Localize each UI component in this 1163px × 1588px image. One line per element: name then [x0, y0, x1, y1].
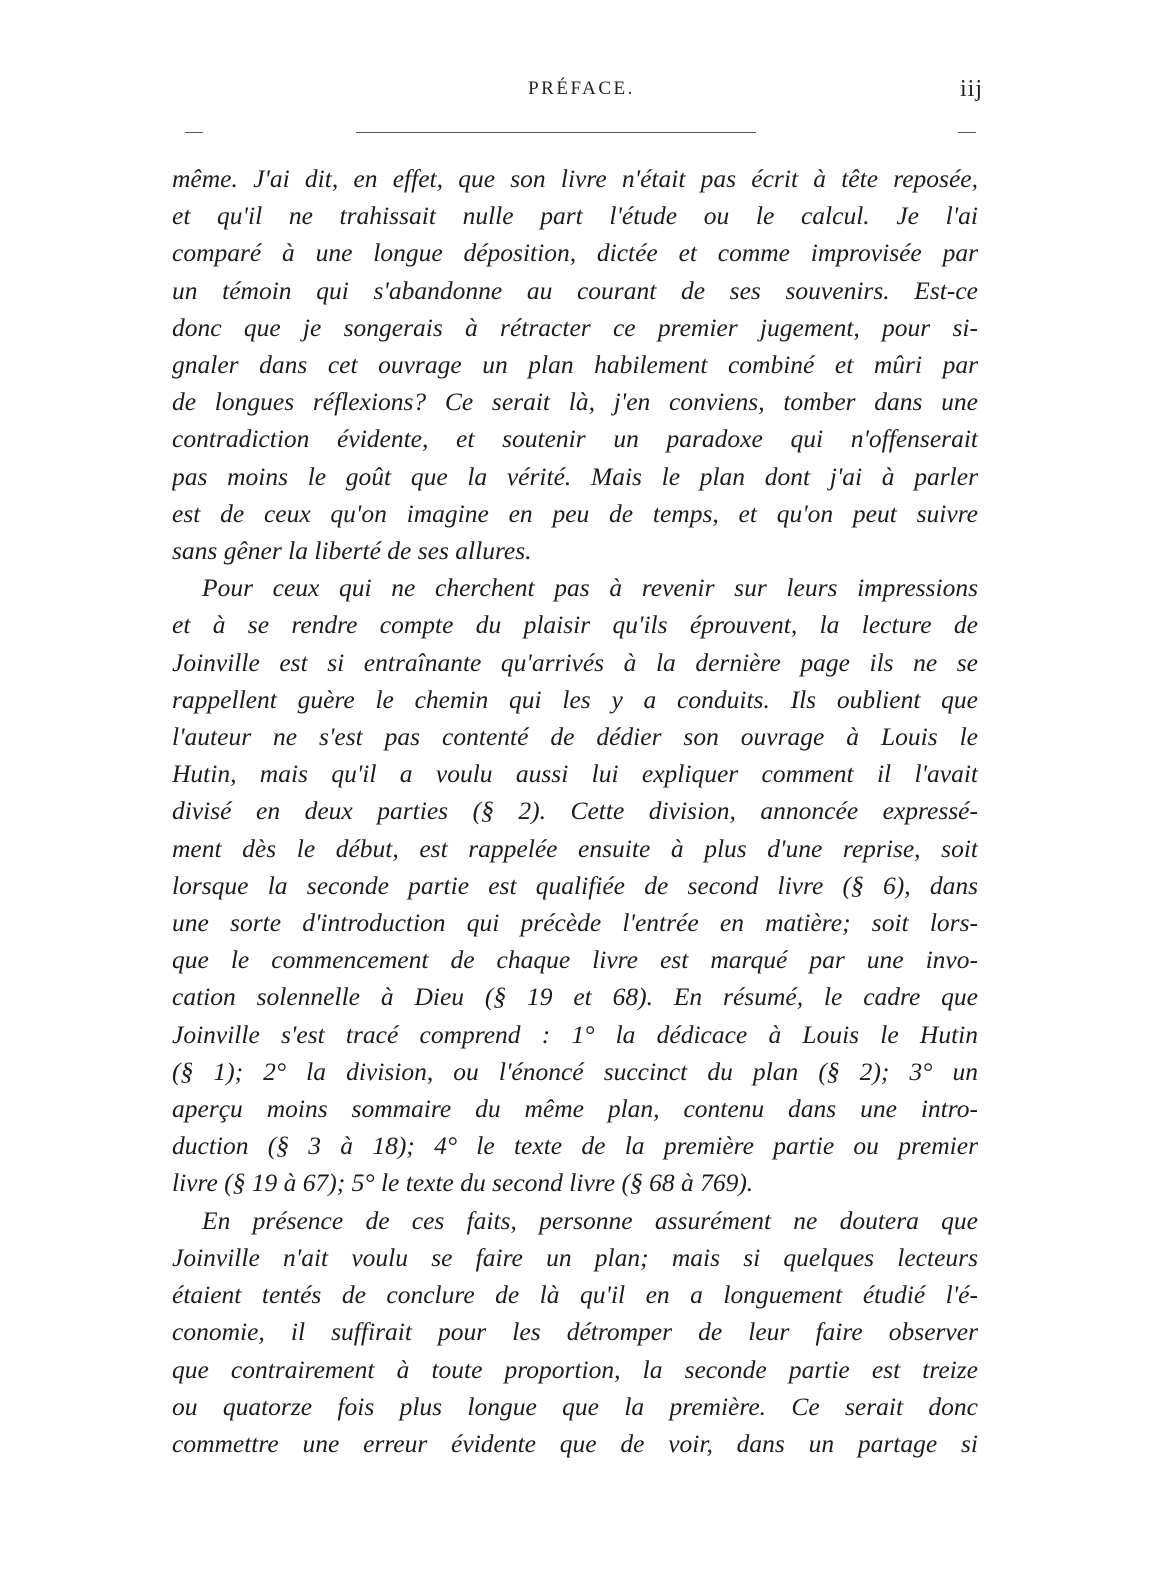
text-line: l'auteur ne s'est pas contenté de dédier son ouvrage à Louis le	[172, 722, 978, 752]
text-line: est de ceux qu'on imagine en peu de temps, et qu'on peut suivre	[172, 498, 978, 528]
header-rule	[356, 132, 756, 133]
header-rule-right	[958, 132, 976, 133]
text-line: Pour ceux qui ne cherchent pas à revenir sur leurs impressions	[202, 573, 978, 603]
text-line: donc que je songerais à rétracter ce premier jugement, pour si-	[172, 312, 978, 342]
text-line: duction (§ 3 à 18); 4° le texte de la première partie ou premier	[172, 1131, 978, 1161]
text-line: contradiction évidente, et soutenir un paradoxe qui n'offenserait	[172, 424, 978, 454]
text-line: ment dès le début, est rappelée ensuite à plus d'une reprise, soit	[172, 833, 978, 863]
text-line: comparé à une longue déposition, dictée et comme improvisée par	[172, 238, 978, 268]
text-line: conomie, il suffirait pour les détromper de leur faire observer	[172, 1317, 978, 1347]
text-line: et à se rendre compte du plaisir qu'ils éprouvent, la lecture de	[172, 610, 978, 640]
text-line: de longues réflexions? Ce serait là, j'en conviens, tomber dans une	[172, 387, 978, 417]
text-line: Joinville n'ait voulu se faire un plan; mais si quelques lecteurs	[172, 1242, 978, 1272]
text-line: étaient tentés de conclure de là qu'il en a longuement étudié l'é-	[172, 1280, 978, 1310]
text-line: une sorte d'introduction qui précède l'entrée en matière; soit lors-	[172, 908, 978, 938]
text-line: livre (§ 19 à 67); 5° le texte du second livre (§ 68 à 769).	[172, 1168, 754, 1198]
running-head	[0, 78, 1163, 118]
text-line: rappellent guère le chemin qui les y a conduits. Ils oublient que	[172, 684, 978, 714]
body-text	[172, 160, 978, 1462]
text-line: divisé en deux parties (§ 2). Cette division, annoncée expressé-	[172, 796, 978, 826]
text-line: que contrairement à toute proportion, la seconde partie est treize	[172, 1354, 978, 1384]
text-line: ou quatorze fois plus longue que la première. Ce serait donc	[172, 1391, 978, 1421]
text-line: lorsque la seconde partie est qualifiée de second livre (§ 6), dans	[172, 870, 978, 900]
text-line: Hutin, mais qu'il a voulu aussi lui expliquer comment il l'avait	[172, 759, 978, 789]
text-line: commettre une erreur évidente que de voir, dans un partage si	[172, 1428, 978, 1458]
text-line: cation solennelle à Dieu (§ 19 et 68). En résumé, le cadre que	[172, 982, 978, 1012]
text-line: En présence de ces faits, personne assurément ne doutera que	[202, 1205, 978, 1235]
text-line: Joinville s'est tracé comprend : 1° la dédicace à Louis le Hutin	[172, 1019, 978, 1049]
text-line: que le commencement de chaque livre est marqué par une invo-	[172, 945, 978, 975]
text-line: sans gêner la liberté de ses allures.	[172, 536, 532, 566]
text-line: et qu'il ne trahissait nulle part l'étude ou le calcul. Je l'ai	[172, 201, 978, 231]
text-line: pas moins le goût que la vérité. Mais le plan dont j'ai à parler	[172, 461, 978, 491]
page-number: iij	[959, 76, 983, 102]
text-line: même. J'ai dit, en effet, que son livre n'était pas écrit à tête reposée,	[172, 164, 978, 193]
text-line: gnaler dans cet ouvrage un plan habilement combiné et mûri par	[172, 350, 978, 380]
text-line: aperçu moins sommaire du même plan, contenu dans une intro-	[172, 1094, 978, 1124]
text-line: Joinville est si entraînante qu'arrivés à la dernière page ils ne se	[172, 647, 978, 677]
text-line: (§ 1); 2° la division, ou l'énoncé succinct du plan (§ 2); 3° un	[172, 1056, 978, 1086]
text-line: un témoin qui s'abandonne au courant de ses souvenirs. Est-ce	[172, 275, 978, 305]
running-title: PRÉFACE.	[528, 78, 635, 99]
header-rule-left	[185, 132, 203, 133]
